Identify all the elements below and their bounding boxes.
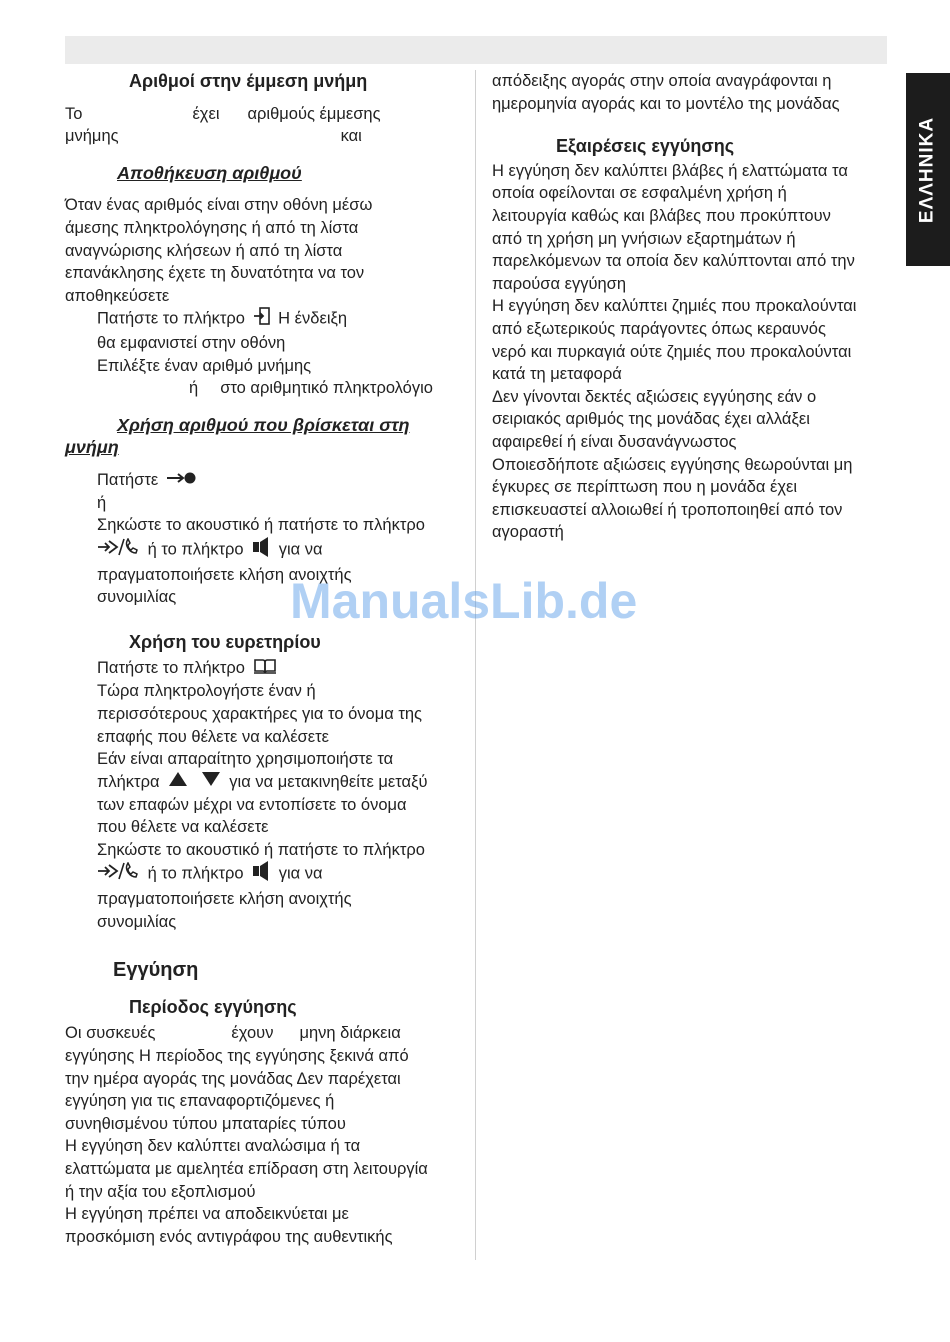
store-p-2: αναγνώρισης κλήσεων ή από τη λίστα [65,241,343,260]
heading-warranty: Εγγύηση [113,959,199,982]
store-step-2: Επιλέξτε έναν αριθμό μνήμης [97,356,312,375]
memory-key-icon [254,307,270,332]
watermark: ManualsLib.de [290,573,638,629]
store-p-3: επανάκλησης έχετε τη δυνατότητα να τον [65,264,365,283]
arrow-up-icon [168,771,188,794]
store-p-4: αποθηκεύσετε [65,286,170,305]
period-p-6: ή την αξία του εξοπλισμού [65,1182,256,1201]
period-p-5: ελαττώματα με αμελητέα επίδραση στη λειτουργία [65,1159,428,1178]
store-p-1: άμεσης πληκτρολόγησης ή από τη λίστα [65,218,359,237]
use-call-1: πραγματοποιήσετε κλήση ανοιχτής [97,565,352,584]
talk-key-icon [97,538,139,563]
exc-p-1: οποία οφείλονται σε εσφαλμένη χρήση ή [492,184,787,203]
right-column [492,70,887,544]
column-divider [475,70,476,1260]
exc-p-15: επισκευαστεί αλλοιωθεί ή τροποποιηθεί από τον [492,500,843,519]
pb-p2-0: των επαφών μέχρι να εντοπίσετε το όνομα [97,795,407,814]
exc-p-13: Οποιεσδήποτε αξιώσεις εγγύησης θεωρούνται μη [492,455,853,474]
heading-exceptions: Εξαιρέσεις εγγύησης [556,136,735,157]
cont-p-1: ημερομηνία αγοράς και το μοντέλο της μονάδας [492,94,840,113]
pb-p-1: περισσότερους χαρακτήρες για το όνομα της [97,704,422,723]
left-column [65,70,460,1248]
period-p-7: Η εγγύηση πρέπει να αποδεικνύεται με [65,1205,349,1224]
store-step-2b: ή στο αριθμητικό πληκτρολόγιο [189,379,433,398]
pb-p2-1: που θέλετε να καλέσετε [97,818,269,837]
use-call-2: συνομιλίας [97,588,177,607]
period-p-1: την ημέρα αγοράς της μονάδας Δεν παρέχεται [65,1069,401,1088]
header-bar [65,36,887,64]
period-p-0: εγγύησης Η περίοδος της εγγύησης ξεκινά από [65,1047,409,1065]
phonebook-icon [254,658,276,681]
exc-p-10: Δεν γίνονται δεκτές αξιώσεις εγγύησης εάν ο [492,387,817,406]
recall-key-icon [167,469,197,492]
exc-p-2: λειτουργία καθώς και βλάβες που προκύπτουν [492,206,831,225]
pb-p-2: επαφής που θέλετε να καλέσετε [97,727,329,746]
period-p-3: συνηθισμένου τύπου μπαταρίες τύπου [65,1114,346,1133]
speaker-key-icon [252,861,270,888]
language-tab: ΕΛΛΗΝΙΚΑ [906,73,950,266]
pb-step-1: Πατήστε το πλήκτρο [65,657,460,680]
exc-p-6: Η εγγύηση δεν καλύπτει ζημιές που προκαλούνται [492,297,857,316]
exc-p-16: αγοραστή [492,523,564,542]
exc-p-9: κατά τη μεταφορά [492,365,622,384]
use-press: Πατήστε [65,469,460,492]
exc-p-7: από εξωτερικούς παράγοντες όπως κεραυνός [492,319,826,338]
use-or: ή [97,493,107,512]
pb-call-1: πραγματοποιήσετε κλήση ανοιχτής [97,890,352,909]
pb-call-2: συνομιλίας [97,912,177,931]
heading-phonebook: Χρήση του ευρετηρίου [129,631,321,652]
talk-key-icon [97,862,139,887]
exc-p-11: σειριακός αριθμός της μονάδας έχει αλλάξει [492,410,810,429]
heading-store: Αποθήκευση αριθμού [117,162,302,183]
exc-p-8: νερό και πυρκαγιά ούτε ζημιές που προκαλούνται [492,342,852,361]
memory-text-1: Το έχει αριθμούς έμμεσης [65,104,381,123]
exc-p-0: Η εγγύηση δεν καλύπτει βλάβες ή ελαττώματα τα [492,161,848,180]
store-step-1: Πατήστε το πλήκτρο Η ένδειξη [65,307,460,332]
use-key-line: ή το πλήκτρο για να [65,537,460,564]
use-lift: Σηκώστε το ακουστικό ή πατήστε το πλήκτρο [97,516,425,535]
speaker-key-icon [252,537,270,564]
exc-p-5: παρούσα εγγύηση [492,274,626,293]
heading-warranty-period: Περίοδος εγγύησης [129,996,297,1017]
exc-p-12: αφαιρεθεί ή είναι δυσανάγνωστος [492,432,737,451]
store-step-1b: θα εμφανιστεί στην οθόνη [97,333,286,352]
arrow-down-icon [201,771,221,794]
period-p-4: Η εγγύηση δεν καλύπτει αναλώσιμα ή τα [65,1137,361,1156]
exc-p-3: από τη χρήση μη γνήσιων εξαρτημάτων ή [492,229,796,248]
period-line-1: Οι συσκευές έχουν μηνη διάρκεια [65,1024,401,1043]
memory-text-2: μνήμης και [65,127,362,146]
pb-p2-2: Σηκώστε το ακουστικό ή πατήστε το πλήκτρο [97,840,425,859]
exc-p-14: έγκυρες σε περίπτωση που η μονάδα έχει [492,478,798,497]
cont-p-0: απόδειξης αγοράς στην οποία αναγράφονται η [492,72,832,90]
heading-use-memory-2: μνήμη [65,437,119,458]
pb-p-0: Τώρα πληκτρολογήστε έναν ή [97,682,316,701]
pb-keys-line: πλήκτρα για να μετακινηθείτε μεταξύ [65,771,460,794]
pb-p-3: Εάν είναι απαραίτητο χρησιμοποιήστε τα [97,750,394,769]
period-p-8: προσκόμιση ενός αντιγράφου της αυθεντικής [65,1227,393,1246]
heading-memory: Αριθμοί στην έμμεση μνήμη [129,71,368,91]
heading-use-memory: Χρήση αριθμού που βρίσκεται στη [117,414,410,435]
period-p-2: εγγύηση για τις επαναφορτιζόμενες ή [65,1092,335,1111]
store-p-0: Όταν ένας αριθμός είναι στην οθόνη μέσω [65,196,373,215]
pb-key-line: ή το πλήκτρο για να [65,861,460,888]
exc-p-4: παρελκόμενων τα οποία δεν καλύπτονται από την [492,252,855,271]
